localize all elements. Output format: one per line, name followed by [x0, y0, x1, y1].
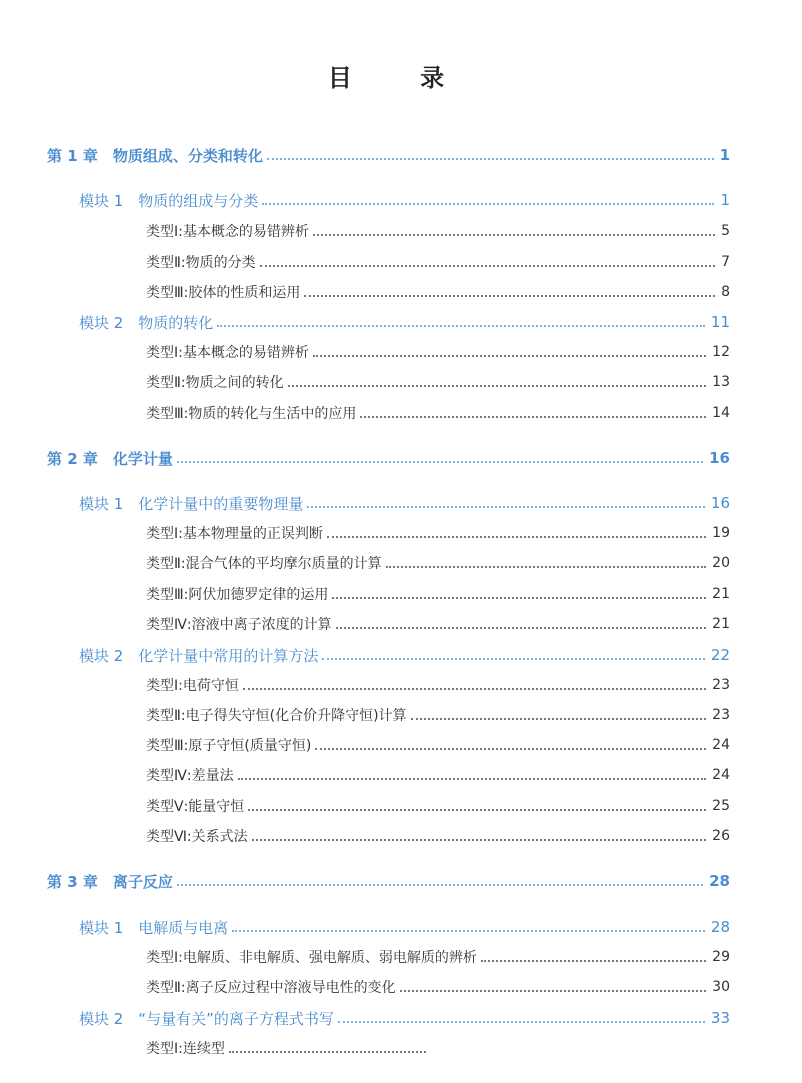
leader-dots [229, 1051, 426, 1053]
leader-dots [288, 385, 707, 387]
toc-type[interactable] [0, 763, 802, 787]
toc-type[interactable] [0, 673, 802, 697]
toc-label: 第 2 章 化学计量 [47, 449, 173, 468]
leader-dots [332, 597, 706, 599]
toc-page-number: 12 [712, 344, 730, 360]
toc-label: 第 1 章 物质组成、分类和转化 [47, 146, 263, 165]
leader-dots [177, 884, 703, 886]
leader-dots [400, 990, 707, 992]
leader-dots [338, 1021, 705, 1023]
toc-label: 类型Ⅰ:连续型 [146, 1041, 225, 1057]
toc-page-number: 14 [712, 405, 730, 421]
toc-page-number: 23 [712, 707, 730, 723]
page-title: 目 录 [327, 64, 475, 92]
toc-page-number: 1 [719, 146, 730, 164]
toc-label: 类型Ⅲ:原子守恒(质量守恒) [146, 738, 312, 754]
toc-page-number: 24 [712, 737, 730, 753]
toc-type[interactable] [0, 1036, 802, 1060]
toc-label: 模块 2 化学计量中常用的计算方法 [79, 646, 319, 665]
toc-type[interactable] [0, 250, 802, 274]
toc-page-number: 1 [720, 191, 730, 209]
leader-dots [481, 960, 706, 962]
toc-page-number: 23 [712, 677, 730, 693]
toc-label: 类型Ⅲ:阿伏加德罗定律的运用 [146, 587, 329, 603]
toc-page-number: 16 [710, 494, 730, 512]
leader-dots [262, 203, 714, 205]
leader-dots [307, 506, 705, 508]
toc-type[interactable] [0, 794, 802, 818]
toc-page-number: 28 [710, 918, 730, 936]
leader-dots [238, 778, 707, 780]
toc-label: 类型Ⅰ:基本概念的易错辨析 [146, 224, 309, 240]
toc-type[interactable] [0, 219, 802, 243]
toc-page-number: 5 [721, 223, 730, 239]
toc-module[interactable] [0, 643, 802, 667]
toc-label: 类型Ⅲ:物质的转化与生活中的应用 [146, 406, 357, 422]
toc-page-number: 33 [710, 1009, 730, 1027]
toc-page-number: 20 [712, 555, 730, 571]
leader-dots [360, 416, 706, 418]
toc-module[interactable] [0, 1006, 802, 1030]
toc-label: 类型Ⅱ:电子得失守恒(化合价升降守恒)计算 [146, 708, 407, 724]
toc-label: 类型Ⅰ:电荷守恒 [146, 678, 239, 694]
toc-type[interactable] [0, 703, 802, 727]
toc-type[interactable] [0, 945, 802, 969]
toc-type[interactable] [0, 280, 802, 304]
leader-dots [304, 295, 715, 297]
toc-module[interactable] [0, 310, 802, 334]
toc-label: 模块 1 物质的组成与分类 [79, 191, 259, 210]
toc-label: 模块 2 “与量有关”的离子方程式书写 [79, 1009, 334, 1028]
toc-type[interactable] [0, 612, 802, 636]
toc-type[interactable] [0, 340, 802, 364]
leader-dots [313, 355, 706, 357]
leader-dots [177, 461, 703, 463]
toc-chapter-1[interactable] [0, 143, 802, 167]
toc-page-number: 16 [709, 449, 730, 467]
toc-label: 类型Ⅱ:离子反应过程中溶液导电性的变化 [146, 980, 396, 996]
toc-label: 类型Ⅳ:差量法 [146, 768, 234, 784]
leader-dots [248, 809, 706, 811]
toc-page-number: 19 [712, 525, 730, 541]
toc-page-number: 26 [712, 828, 730, 844]
toc-type[interactable] [0, 733, 802, 757]
leader-dots [252, 839, 707, 841]
toc-chapter-2[interactable] [0, 446, 802, 470]
toc-label: 类型Ⅰ:基本物理量的正误判断 [146, 526, 323, 542]
leader-dots [411, 718, 707, 720]
leader-dots [260, 265, 715, 267]
toc-label: 类型Ⅲ:胶体的性质和运用 [146, 285, 301, 301]
toc-label: 类型Ⅳ:溶液中离子浓度的计算 [146, 617, 332, 633]
toc-page-number: 24 [712, 767, 730, 783]
toc-chapter-3[interactable] [0, 869, 802, 893]
leader-dots [322, 658, 705, 660]
leader-dots [313, 234, 715, 236]
toc-page-number: 22 [710, 646, 730, 664]
toc-type[interactable] [0, 975, 802, 999]
toc-page-number: 8 [721, 284, 730, 300]
toc-label: 类型Ⅱ:物质的分类 [146, 255, 256, 271]
toc-page-number: 13 [712, 374, 730, 390]
toc-page-number: 25 [712, 798, 730, 814]
toc-page-number: 30 [712, 979, 730, 995]
toc-type[interactable] [0, 551, 802, 575]
toc-page-number: 7 [721, 254, 730, 270]
toc-page-number: 29 [712, 949, 730, 965]
leader-dots [327, 536, 706, 538]
leader-dots [267, 158, 714, 160]
leader-dots [336, 627, 707, 629]
toc-page-number: 21 [712, 616, 730, 632]
toc-type[interactable] [0, 521, 802, 545]
toc-type[interactable] [0, 401, 802, 425]
toc-module[interactable] [0, 188, 802, 212]
toc-module[interactable] [0, 491, 802, 515]
toc-type[interactable] [0, 370, 802, 394]
leader-dots [315, 748, 706, 750]
leader-dots [386, 566, 707, 568]
leader-dots [232, 930, 705, 932]
toc-type[interactable] [0, 824, 802, 848]
toc-label: 类型Ⅴ:能量守恒 [146, 799, 245, 815]
toc-page-number: 11 [710, 313, 730, 331]
toc-page-number: 28 [709, 872, 730, 890]
toc-label: 模块 2 物质的转化 [79, 313, 214, 332]
leader-dots [217, 325, 705, 327]
toc-label: 类型Ⅰ:基本概念的易错辨析 [146, 345, 309, 361]
toc-label: 模块 1 化学计量中的重要物理量 [79, 494, 304, 513]
toc-label: 类型Ⅱ:混合气体的平均摩尔质量的计算 [146, 556, 382, 572]
toc-label: 类型Ⅵ:关系式法 [146, 829, 248, 845]
leader-dots [243, 688, 706, 690]
toc-type[interactable] [0, 582, 802, 606]
toc-label: 模块 1 电解质与电离 [79, 918, 229, 937]
toc-label: 第 3 章 离子反应 [47, 872, 173, 891]
toc-page-number: 21 [712, 586, 730, 602]
toc-module[interactable] [0, 915, 802, 939]
toc-label: 类型Ⅱ:物质之间的转化 [146, 375, 284, 391]
toc-label: 类型Ⅰ:电解质、非电解质、强电解质、弱电解质的辨析 [146, 950, 477, 966]
